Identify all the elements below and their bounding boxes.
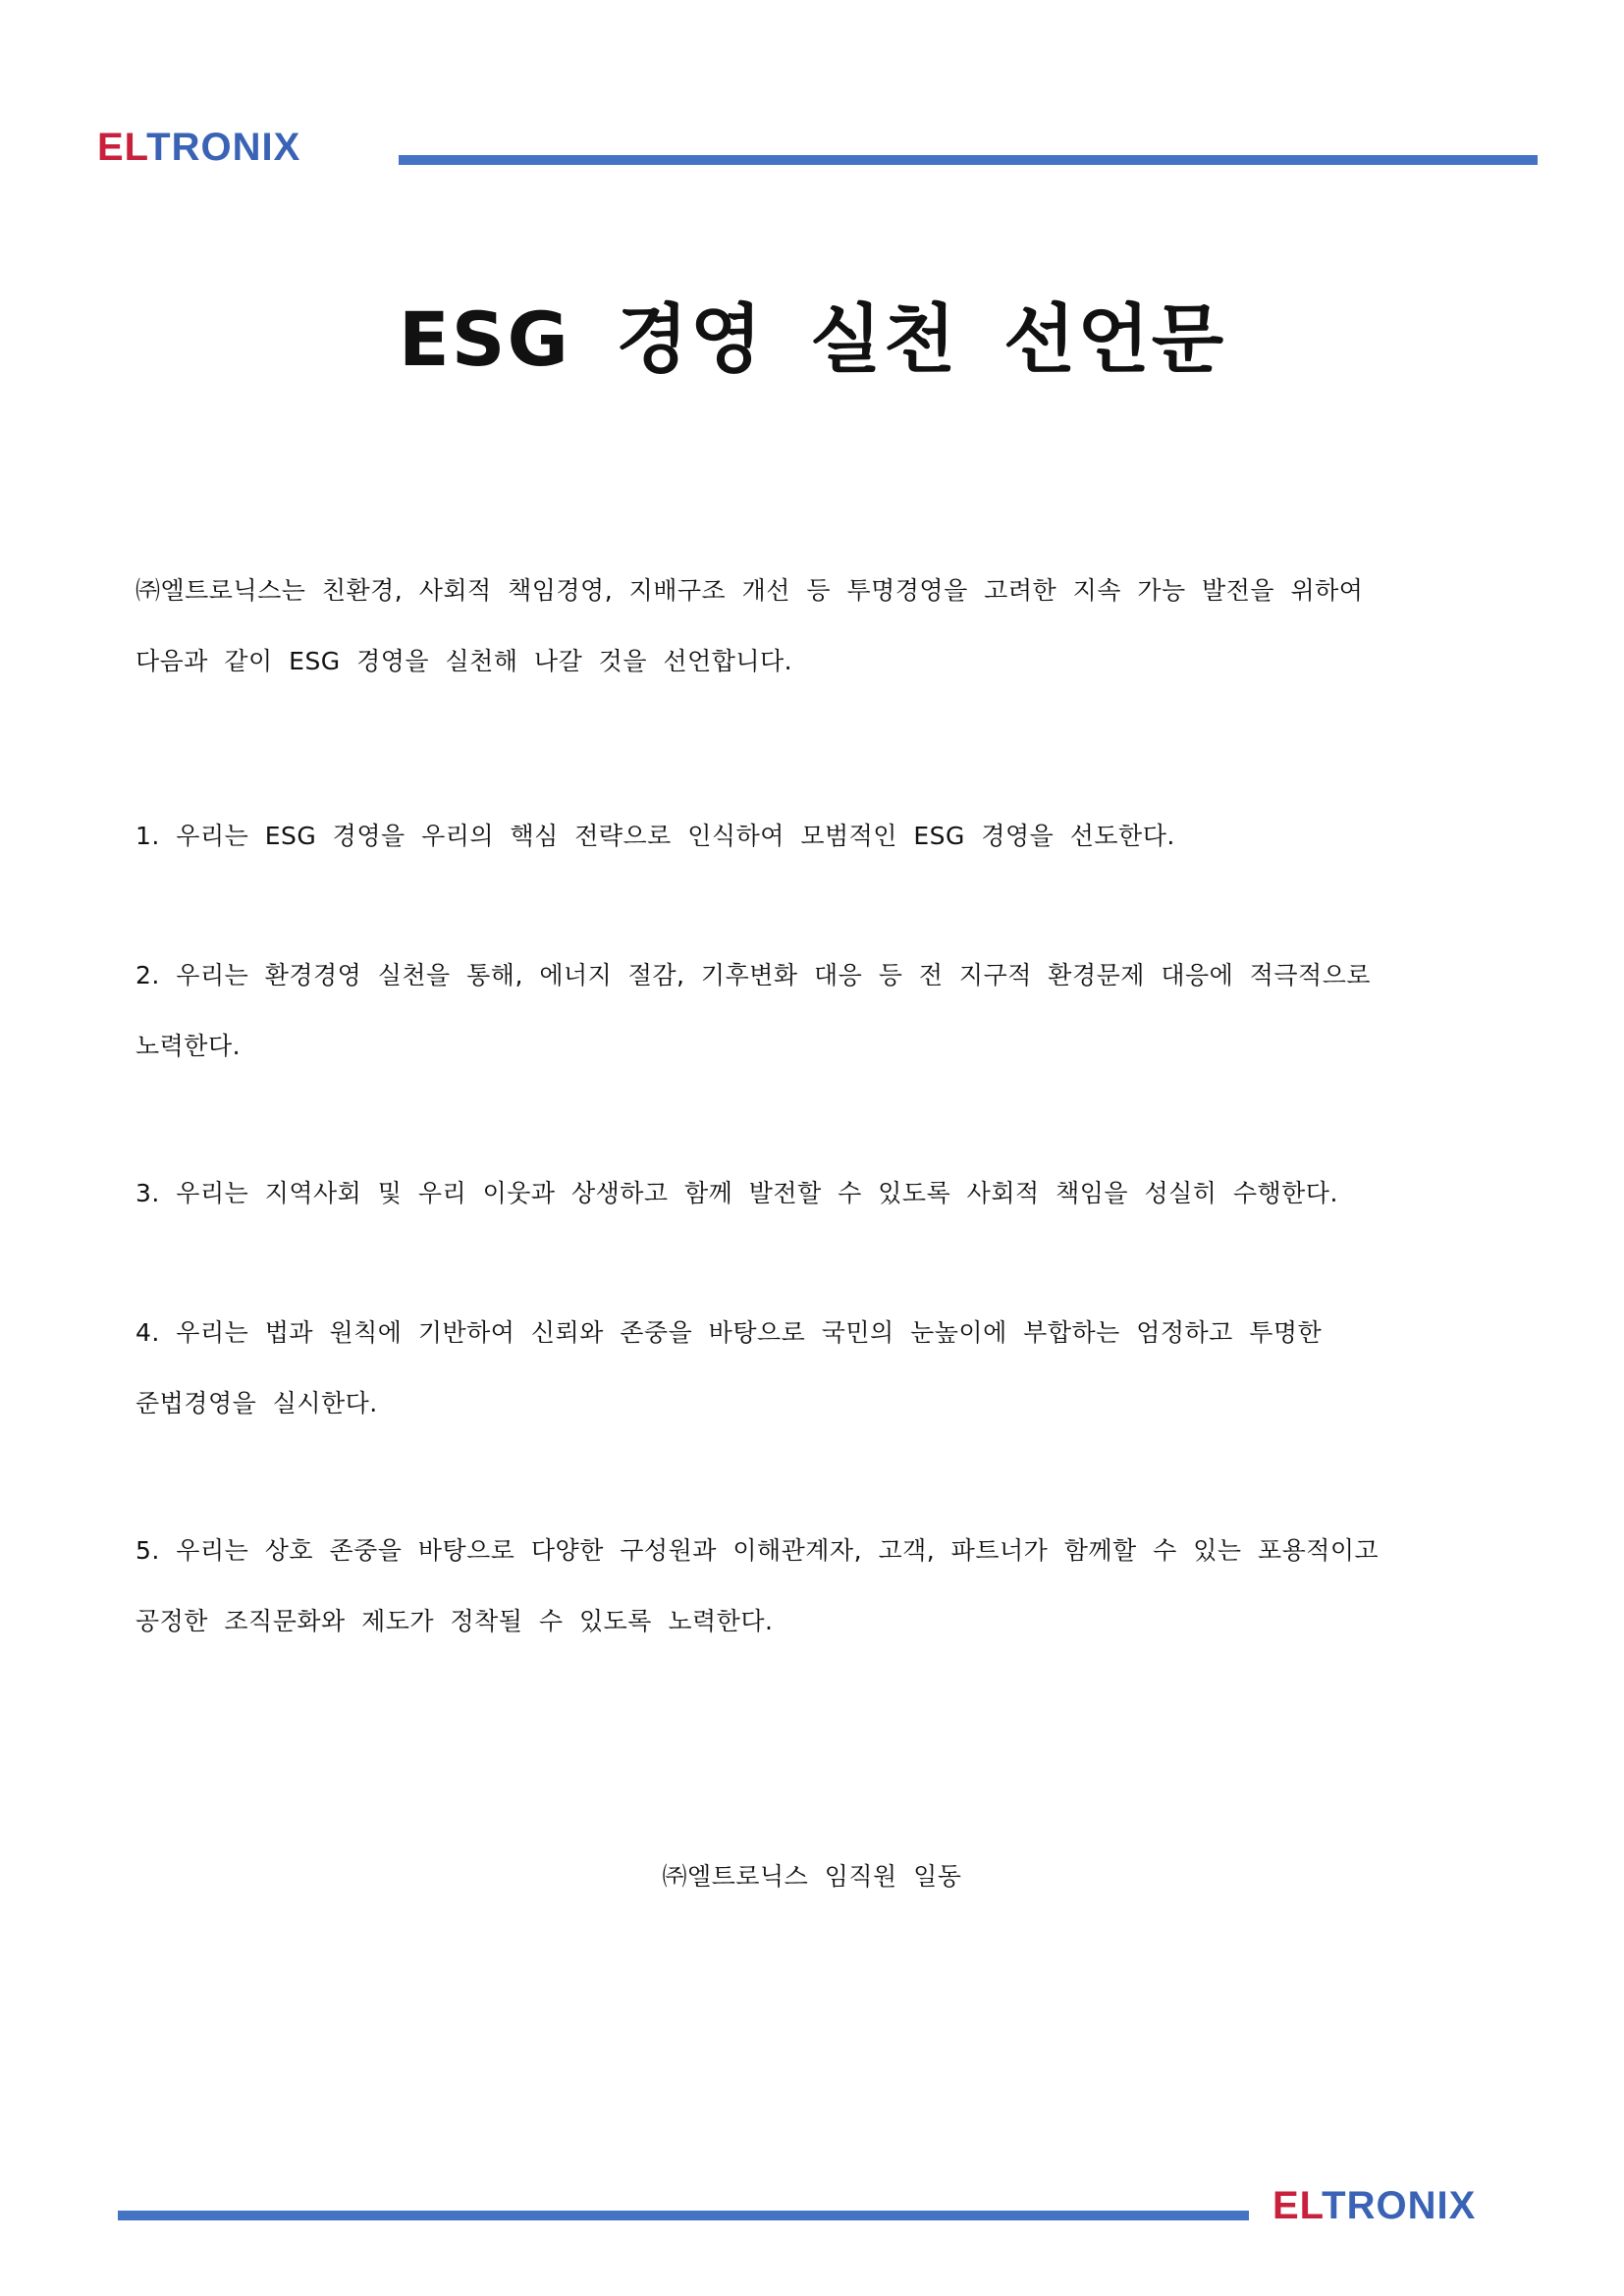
logo-el-text: EL [1272, 2184, 1323, 2227]
item-5-line-2: 공정한 조직문화와 제도가 정착될 수 있도록 노력한다. [135, 1607, 774, 1635]
item-4-line-1: 4. 우리는 법과 원칙에 기반하여 신뢰와 존중을 바탕으로 국민의 눈높이에 부합하는 엄정하고 투명한 [135, 1318, 1323, 1347]
document-title: ESG 경영 실천 선언문 [398, 295, 1226, 383]
declaration-item-5 [135, 1516, 1490, 1657]
declaration-item-1 [135, 801, 1490, 872]
item-2-line-2: 노력한다. [135, 1032, 242, 1060]
declaration-item-4 [135, 1298, 1490, 1439]
item-3-line-1: 3. 우리는 지역사회 및 우리 이웃과 상생하고 함께 발전할 수 있도록 사회적 책임을 성실히 수행한다. [135, 1179, 1338, 1207]
logo-tronix-text: TRONIX [146, 126, 301, 169]
declaration-item-3 [135, 1158, 1490, 1229]
eltronix-logo-top [97, 128, 300, 167]
header-rule [399, 155, 1538, 165]
logo-tronix-text: TRONIX [1322, 2184, 1477, 2227]
logo-el-text: EL [97, 126, 147, 169]
item-2-line-1: 2. 우리는 환경경영 실천을 통해, 에너지 절감, 기후변화 대응 등 전 지구적 환경문제 대응에 적극적으로 [135, 961, 1372, 989]
signature-line: ㈜엘트로닉스 임직원 일동 [662, 1862, 962, 1891]
intro-line-1: ㈜엘트로닉스는 친환경, 사회적 책임경영, 지배구조 개선 등 투명경영을 고려한 지속 가능 발전을 위하여 [135, 576, 1364, 605]
item-1-line-1: 1. 우리는 ESG 경영을 우리의 핵심 전략으로 인식하여 모범적인 ESG 경영을 선도한다. [135, 822, 1175, 850]
item-4-line-2: 준법경영을 실시한다. [135, 1389, 378, 1417]
item-5-line-1: 5. 우리는 상호 존중을 바탕으로 다양한 구성원과 이해관계자, 고객, 파트너가 함께할 수 있는 포용적이고 [135, 1536, 1380, 1565]
intro-paragraph [135, 556, 1490, 697]
eltronix-logo-bottom [1272, 2186, 1476, 2225]
intro-line-2: 다음과 같이 ESG 경영을 실천해 나갈 것을 선언합니다. [135, 647, 793, 675]
footer-rule [118, 2211, 1249, 2220]
declaration-item-2 [135, 940, 1490, 1082]
